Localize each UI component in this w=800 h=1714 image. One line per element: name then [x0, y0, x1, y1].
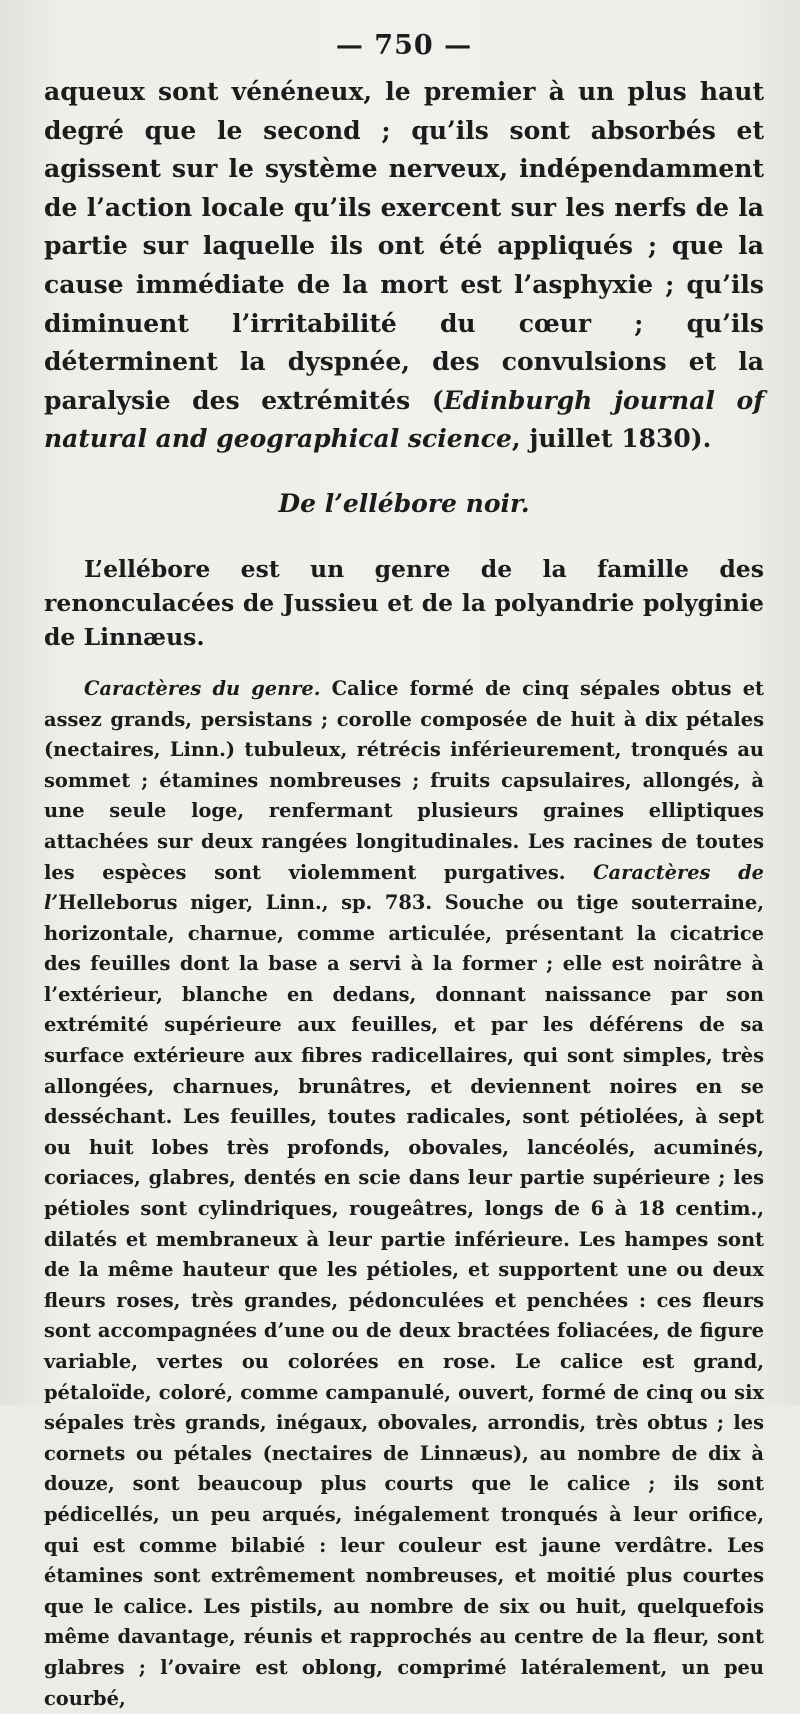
species-label: Caractères de l’	[44, 860, 764, 915]
intro-paragraph	[44, 73, 764, 459]
description-text-2: Helleborus niger, Linn., sp. 783. Souche ou tige souterraine, horizontale, charnue, comme articulée, présentant la cicatrice des feuilles dont la base a servi à la former ; elle est noirâtre à l’extérieur, blanche en dedans, donnant naissance par son extrémité supérieure aux feuilles, et par les déférens de sa surface extérieure aux fibres radicellaires, qui sont simples, très allongées, charnues, brunâtres, et deviennent noires en se desséchant. Les feuilles, toutes radicales, sont pétiolées, à sept ou huit lobes très profonds, obovales, lancéolés, acuminés, coriaces, glabres, dentés en scie dans leur partie supérieure ; les pétioles sont cylindriques, rougeâtres, longs de 6 à 18 centim., dilatés et membraneux à leur partie inférieure. Les hampes sont de la même hauteur que les pétioles, et supportent une ou deux fleurs roses, très grandes, pédonculées et penchées : ces fleurs sont accompagnées d’une ou de deux bractées foliacées, de figure variable, vertes ou colorées en rose. Le calice est grand, pétaloïde, coloré, comme campanulé, ouvert, formé de cinq ou six sépales très grands, inégaux, obovales, arrondis, très obtus ; les cornets ou pétales (nectaires de Linnæus), au nombre de dix à douze, sont beaucoup plus courts que le calice ; ils sont pédicellés, un peu arqués, inégalement tronqués à leur orifice, qui est comme bilabié : leur couleur est jaune verdâtre. Les étamines sont extrêmement nombreuses, et moitié plus courtes que le calice. Les pistils, au nombre de six ou huit, quelquefois même davantage, réunis et rapprochés au centre de la fleur, sont glabres ; l’ovaire est oblong, comprimé latéralement, un peu courbé,	[44, 891, 764, 1710]
section-title: De l’ellébore noir.	[278, 488, 530, 518]
page-number: — 750 —	[335, 30, 473, 61]
genre-label: Caractères du genre.	[84, 676, 321, 700]
lead-paragraph: L’ellébore est un genre de la famille des renonculacées de Jussieu et de la polyandrie polyginie de Linnæus.	[44, 554, 764, 651]
description-paragraph	[44, 674, 764, 1714]
intro-text-1: aqueux sont vénéneux, le premier à un plus haut degré que le second ; qu’ils sont absorbés et agissent sur le système nerveux, indépendamment de l’action locale qu’ils exercent sur les nerfs de la partie sur laquelle ils ont été appliqués ; que la cause immédiate de la mort est l’asphyxie ; qu’ils diminuent l’irritabilité du cœur ; qu’ils déterminent la dyspnée, des convulsions et la paralysie des extrémités (	[44, 77, 764, 415]
journal-title: Edinburgh journal of natural and geographical science	[44, 385, 764, 454]
intro-text-2: , juillet 1830).	[511, 424, 712, 454]
description-text-1: Calice formé de cinq sépales obtus et assez grands, persistans ; corolle composée de huit à dix pétales (nectaires, Linn.) tubuleux, rétrécis inférieurement, tronqués au sommet ; étamines nombreuses ; fruits capsulaires, allongés, à une seule loge, renfermant plusieurs graines elliptiques attachées sur deux rangées longitudinales. Les racines de toutes les espèces sont violemment purgatives.	[44, 676, 764, 884]
